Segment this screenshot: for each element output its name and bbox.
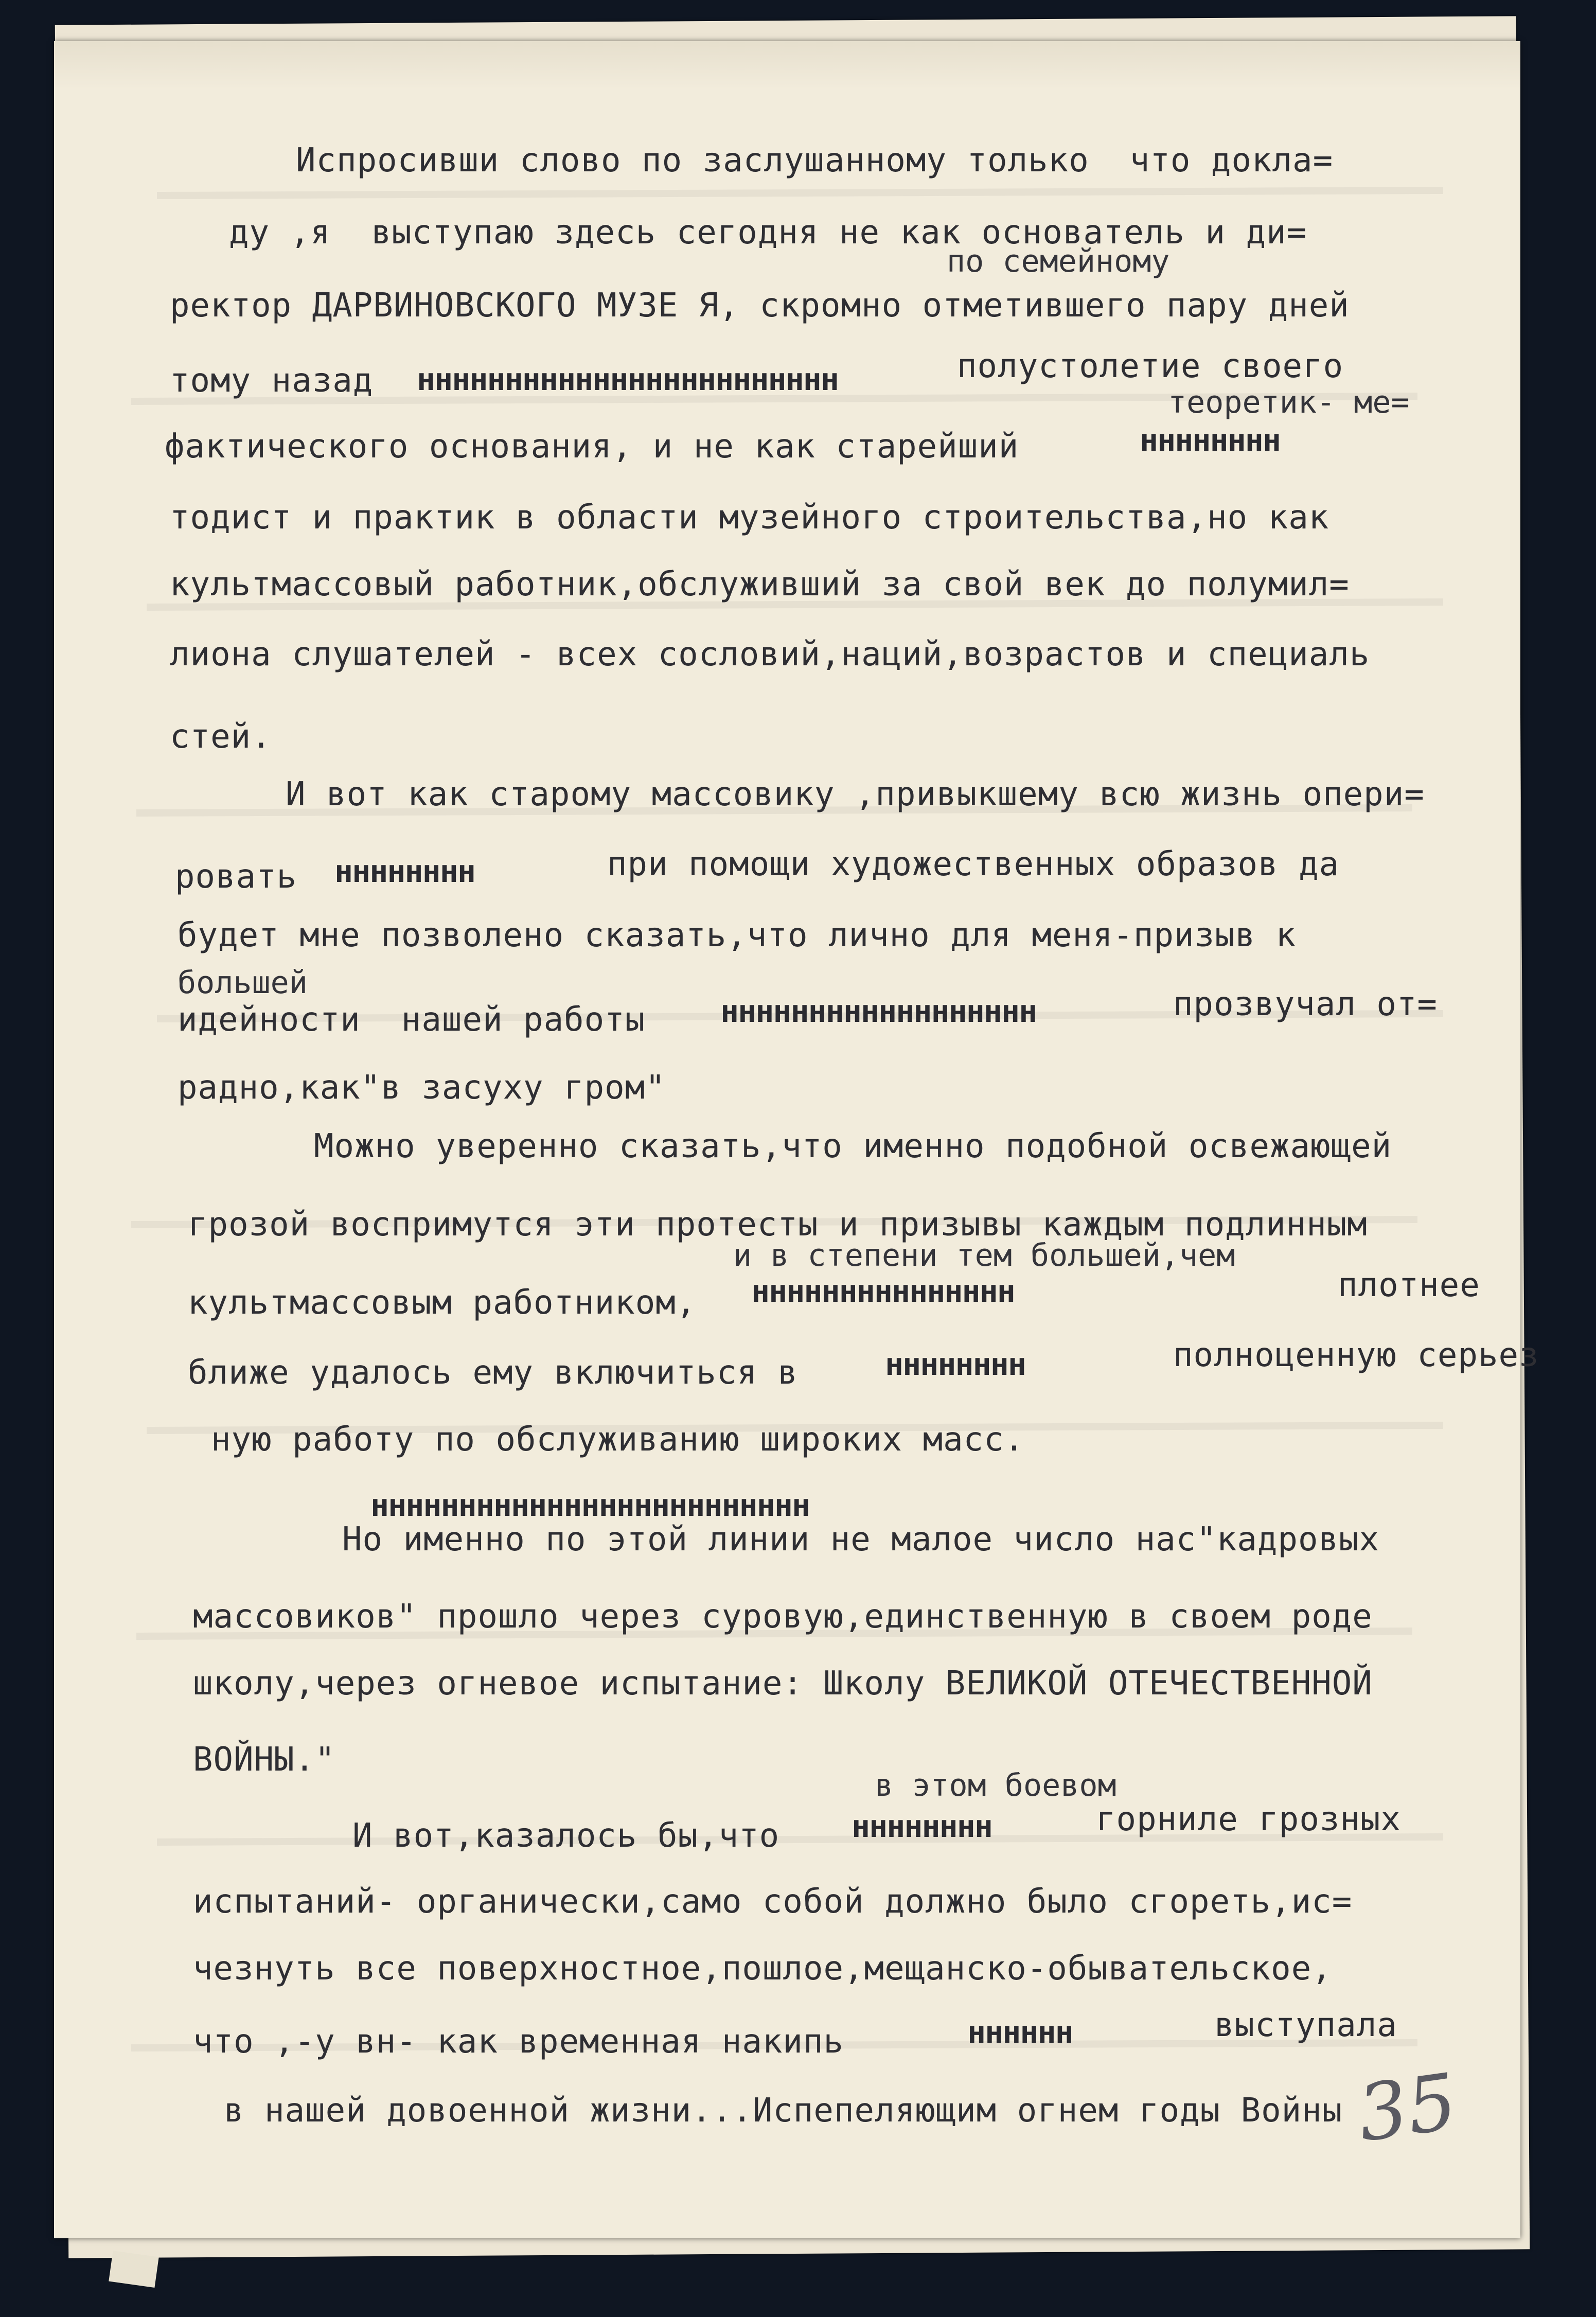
text-line-16: грозой воспримутся эти протесты и призывы каждым подлинным	[188, 1206, 1368, 1244]
text-line-10: И вот как старому массовику ,привыкшему всю жизнь опери=	[286, 775, 1425, 813]
text-line-17a: культмассовым работником,	[188, 1284, 697, 1322]
text-line-11a: ровать	[175, 858, 297, 896]
text-line-28: в нашей довоенной жизни...Испепеляющим огнем годы Войны	[224, 2092, 1343, 2130]
paper-fold	[54, 41, 1520, 90]
insertion-5: в этом боевом	[875, 1767, 1116, 1803]
text-line-23: ВОЙНЫ."	[193, 1741, 335, 1779]
text-line-27b: выступала	[1214, 2006, 1397, 2044]
text-line-18a: ближе удалось ему включиться в	[188, 1354, 798, 1392]
struck-text-3: нннннннн	[334, 854, 475, 890]
text-line-18b: полноценную серьез	[1173, 1336, 1539, 1374]
struck-text-6: нннннннн	[885, 1347, 1025, 1383]
insertion-4: и в степени тем большей,чем	[733, 1237, 1235, 1274]
text-line-24b: горниле грозных	[1096, 1800, 1401, 1838]
text-line-13b: прозвучал от=	[1173, 985, 1438, 1023]
struck-text-1: нннннннннннннннннннннннн	[417, 362, 838, 398]
text-line-6: тодист и практик в области музейного строительства,но как	[170, 499, 1329, 537]
struck-text-7: ннннннннннннннннннннннннн	[370, 1488, 810, 1524]
text-line-12: будет мне позволено сказать,что лично для меня-призыв к	[178, 916, 1297, 954]
text-line-4a: тому назад	[170, 362, 374, 400]
text-line-3: ректор ДАРВИНОВСКОГО МУЗЕ Я, скромно отметившего пару дней	[170, 287, 1350, 325]
text-line-7: культмассовый работник,обслуживший за свой век до полумил=	[170, 565, 1350, 604]
page-number: 35	[1352, 2057, 1463, 2160]
text-line-2: ду ,я выступаю здесь сегодня не как основатель и ди=	[229, 214, 1307, 252]
text-line-5a: фактического основания, и не как старейший	[165, 428, 1019, 466]
text-line-8: лиона слушателей - всех сословий,наций,возрастов и специаль	[170, 635, 1370, 674]
text-line-9: стей.	[170, 718, 272, 756]
text-line-20: Но именно по этой линии не малое число нас"кадровых	[342, 1520, 1380, 1559]
struck-text-2: нннннннн	[1140, 422, 1280, 458]
text-line-11b: при помощи художественных образов да	[607, 845, 1340, 883]
text-line-26: чезнуть все поверхностное,пошлое,мещанско-обывательское,	[193, 1950, 1332, 1988]
insertion-1: по семейному	[947, 243, 1170, 279]
text-line-21: массовиков" прошло через суровую,единственную в своем роде	[193, 1598, 1373, 1636]
paper-tab	[109, 2251, 158, 2288]
text-line-24a: И вот,казалось бы,что	[352, 1817, 780, 1855]
insertion-2: теоретик- ме=	[1168, 384, 1410, 420]
text-line-13a: идейности нашей работы	[178, 1001, 646, 1039]
struck-text-9: нннннн	[967, 2014, 1073, 2050]
text-line-22: школу,через огневое испытание: Школу ВЕЛИКОЙ ОТЕЧЕСТВЕННОЙ	[193, 1665, 1373, 1703]
text-line-25: испытаний- органически,само собой должно было сгореть,ис=	[193, 1883, 1353, 1921]
text-line-17b: плотнее	[1338, 1266, 1480, 1304]
struck-text-4: нннннннннннннннннн	[720, 994, 1037, 1030]
text-line-14: радно,как"в засуху гром"	[178, 1069, 666, 1107]
text-line-1: Испросивши слово по заслушанному только что докла=	[296, 142, 1334, 180]
text-line-27a: что ,-у вн- как временная накипь	[193, 2023, 844, 2061]
text-line-4b: полустолетие своего	[957, 347, 1344, 385]
struck-text-5: ннннннннннннннн	[751, 1274, 1015, 1310]
insertion-3: большей	[178, 965, 308, 1001]
text-line-15: Можно уверенно сказать,что именно подобной освежающей	[314, 1127, 1392, 1165]
text-line-19: ную работу по обслуживанию широких масс.	[211, 1421, 1025, 1459]
struck-text-8: нннннннн	[852, 1809, 992, 1845]
